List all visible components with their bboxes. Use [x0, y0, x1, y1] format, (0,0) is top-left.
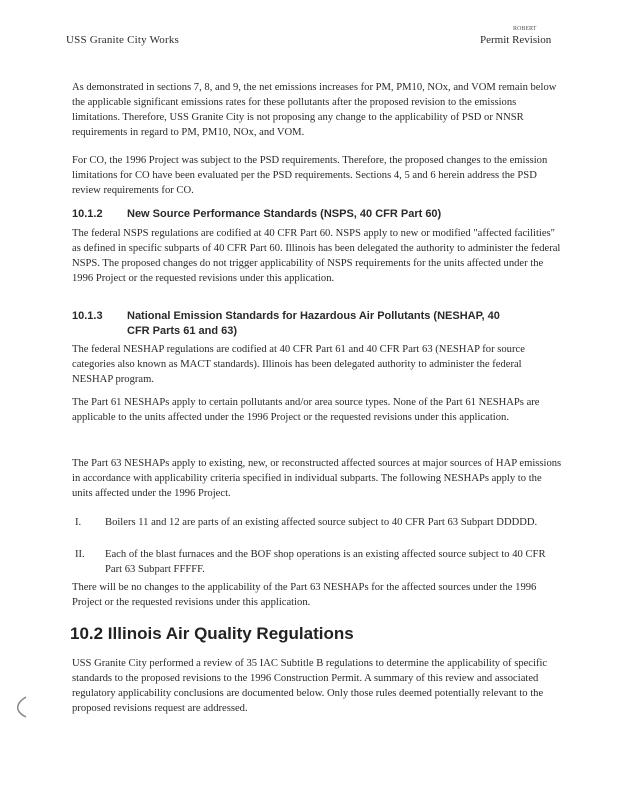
- paragraph-part63: The Part 63 NESHAPs apply to existing, new, or reconstructed affected sources at major sources of HAP emissions in accordance with applicability criteria specified in individual subparts. The following NESHAPs apply to the units affected under the 1996 Project.: [72, 458, 562, 499]
- section-heading-neshap: [72, 309, 562, 339]
- scan-mark-icon: [12, 695, 30, 719]
- header-stamp: ROBERT: [513, 26, 537, 32]
- paragraph-part61: The Part 61 NESHAPs apply to certain pollutants and/or area source types. None of the Part 61 NESHAPs are applicable to the units affected under the 1996 Project or the requested revisions under this application.: [72, 397, 540, 423]
- section-heading-nsps: [72, 207, 562, 222]
- paragraph-illinois-review: USS Granite City performed a review of 35 IAC Subtitle B regulations to determine the applicability of specific standards to the proposed revisions to the 1996 Construction Permit. A summary of this review and associated regulatory applicability conclusions are documented below. Only those rules deemed potentially relevant to the proposed revisions request are addressed.: [72, 658, 548, 714]
- section-heading-illinois: 10.2 Illinois Air Quality Regulations: [70, 624, 354, 643]
- paragraph-net-emissions: As demonstrated in sections 7, 8, and 9, the net emissions increases for PM, PM10, NOx, and VOM remain below the applicable significant emissions rates for these pollutants after the proposed revision to the emissions limitations. Therefore, USS Granite City is not proposing any change to the applicability of PSD or NNSR requirements in regard to PM, PM10, NOx, and VOM.: [72, 82, 557, 138]
- section-title-continued: CFR Parts 61 and 63): [127, 325, 238, 337]
- list-marker: II.: [75, 549, 85, 560]
- header-left-title: USS Granite City Works: [66, 34, 180, 46]
- paragraph-neshap-federal: The federal NESHAP regulations are codified at 40 CFR Part 61 and 40 CFR Part 63 (NESHAP for source categories also known as MACT standards). Illinois has been delegated authority to administer the federal NESHAP program.: [72, 344, 525, 385]
- section-number: 10.1.2: [72, 208, 103, 220]
- paragraph-co-psd: For CO, the 1996 Project was subject to the PSD requirements. Therefore, the proposed changes to the emission limitations for CO have been evaluated per the PSD requirements. Sections 4, 5 and 6 herein address the PSD review requirements for CO.: [72, 155, 548, 196]
- paragraph-no-changes: There will be no changes to the applicability of the Part 63 NESHAPs for the affected sources under the 1996 Project or the requested revisions under this application.: [72, 582, 537, 608]
- list-text: Boilers 11 and 12 are parts of an existing affected source subject to 40 CFR Part 63 Subpart DDDDD.: [105, 517, 538, 528]
- section-title: New Source Performance Standards (NSPS, 40 CFR Part 60): [127, 208, 442, 220]
- header-right-title: Permit Revision: [480, 34, 552, 46]
- section-number: 10.1.3: [72, 310, 103, 322]
- section-title: National Emission Standards for Hazardous Air Pollutants (NESHAP, 40: [127, 310, 500, 322]
- list-text: Each of the blast furnaces and the BOF shop operations is an existing affected source subject to 40 CFR Part 63 Subpart FFFFF.: [105, 549, 546, 575]
- paragraph-nsps: The federal NSPS regulations are codified at 40 CFR Part 60. NSPS apply to new or modified "affected facilities" as defined in specific subparts of 40 CFR Part 60. Illinois has been delegated the authority to administer the federal NSPS. The proposed changes do not trigger applicability of NSPS requirements for the units affected under the 1996 Project or the requested revisions under this application.: [72, 228, 561, 284]
- list-marker: I.: [75, 517, 82, 528]
